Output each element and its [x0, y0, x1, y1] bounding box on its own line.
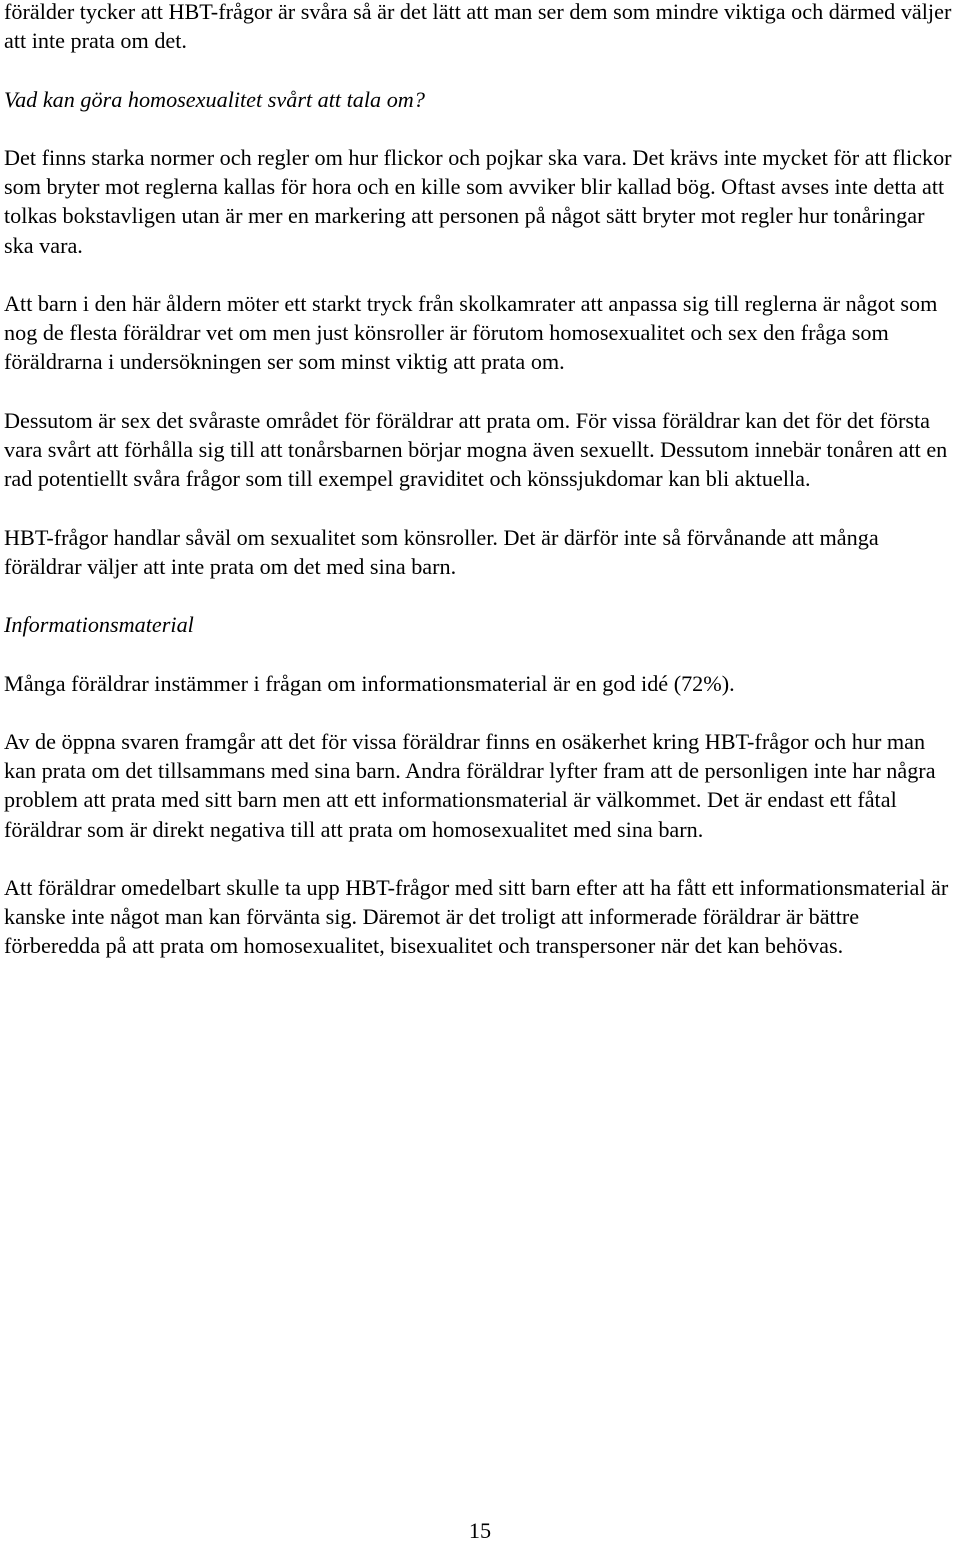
paragraph-norms: Det finns starka normer och regler om hur flickor och pojkar ska vara. Det krävs inte mycket för att flickor som bryter mot reglerna kallas för hora och en kille som avviker blir kallad bög. Oftast avses inte detta att tolkas bokstavligen utan är mer en markering att personen på något sätt bryter mot regler hur tonåringar ska vara. — [4, 144, 952, 258]
section-heading-information-material: Informationsmaterial — [4, 612, 194, 638]
paragraph-sex-difficult: Dessutom är sex det svåraste området för föräldrar att prata om. För vissa föräldrar kan det för det första vara svårt att förhålla sig till att tonårsbarnen börjar mogna även sexuellt. Dessutom innebär tonåren att en rad potentiellt svåra frågor som till exempel graviditet och könssjukdomar kan bli aktuella. — [4, 407, 948, 492]
paragraph-open-answers: Av de öppna svaren framgår att det för vissa föräldrar finns en osäkerhet kring HBT-frågor och hur man kan prata om det tillsammans med sina barn. Andra föräldrar lyfter fram att de personligen inte har några problem att prata med sitt barn men att ett informationsmaterial är välkommet. Det är endast ett fåtal föräldrar som är direkt negativa till att prata om homosexualitet med sina barn. — [4, 728, 936, 842]
paragraph-hbt-questions: HBT-frågor handlar såväl om sexualitet som könsroller. Det är därför inte så förvånande att många föräldrar väljer att inte prata om det med sina barn. — [4, 524, 879, 579]
page-number: 15 — [468, 1518, 492, 1543]
paragraph-peer-pressure: Att barn i den här åldern möter ett starkt tryck från skolkamrater att anpassa sig till reglerna är något som nog de flesta föräldrar vet om men just könsroller är förutom homosexualitet och sex den fråga som föräldrarna i undersökningen ser som minst viktig att prata om. — [4, 290, 938, 375]
paragraph-agreement: Många föräldrar instämmer i frågan om informationsmaterial är en god idé (72%). — [4, 670, 735, 696]
section-heading-homosexuality: Vad kan göra homosexualitet svårt att tala om? — [4, 86, 425, 112]
paragraph-intro-continued: förälder tycker att HBT-frågor är svåra så är det lätt att man ser dem som mindre viktiga och därmed väljer att inte prata om det. — [4, 0, 952, 54]
document-page — [4, 0, 956, 990]
paragraph-conclusion: Att föräldrar omedelbart skulle ta upp HBT-frågor med sitt barn efter att ha fått ett informationsmaterial är kanske inte något man kan förvänta sig. Däremot är det troligt att informerade föräldrar är bättre förberedda på att prata om homosexualitet, bisexualitet och transpersoner när det kan behövas. — [4, 874, 949, 959]
